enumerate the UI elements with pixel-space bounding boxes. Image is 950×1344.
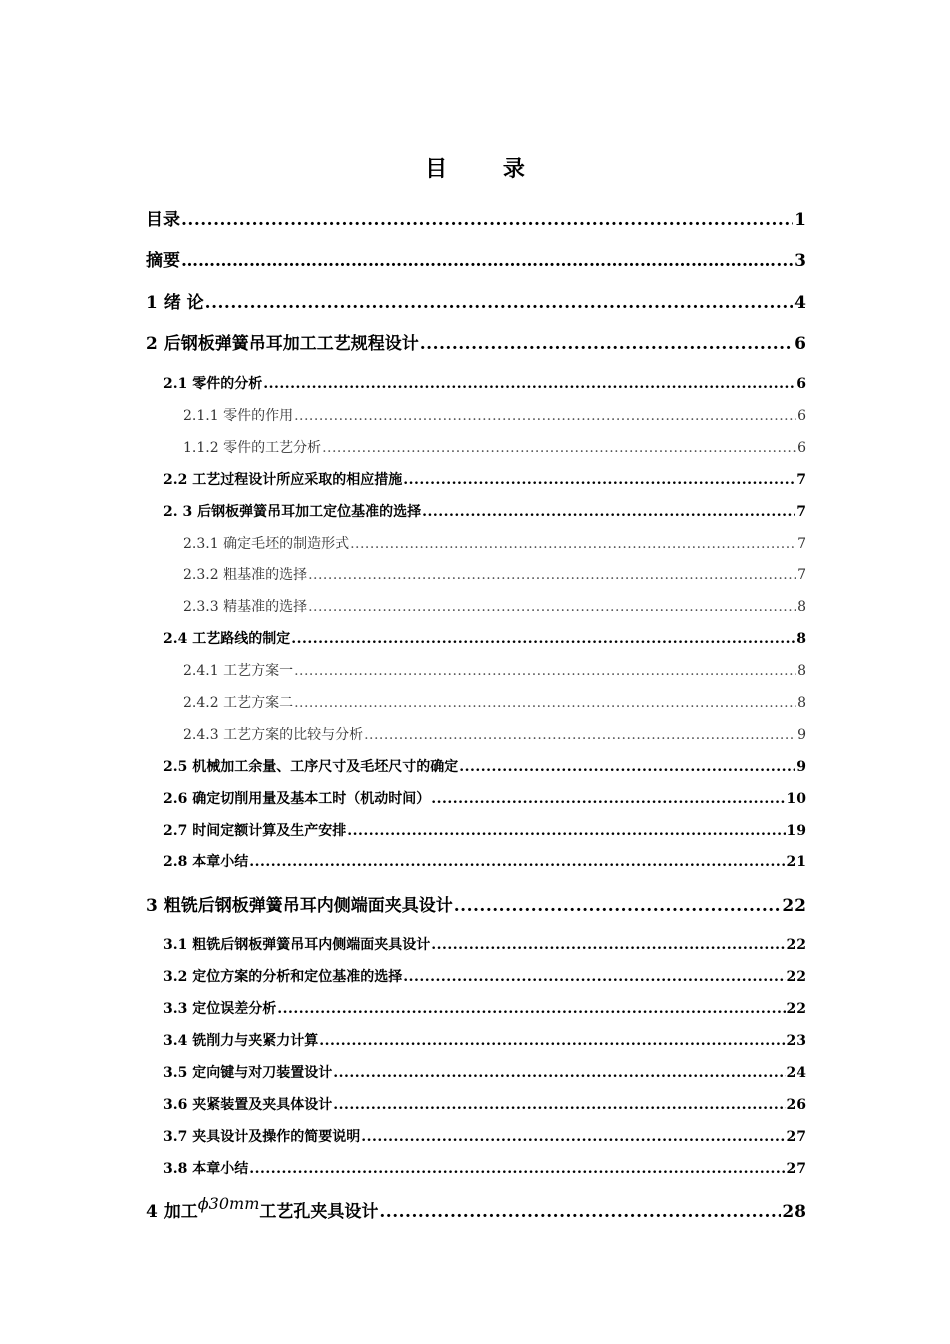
toc-entry[interactable]: [163, 1030, 806, 1050]
toc-entry-label: 2.3.2 粗基准的选择: [183, 567, 308, 583]
toc-page-number: 8: [796, 631, 806, 647]
toc-entry[interactable]: [163, 1126, 806, 1146]
toc-page-number: 21: [786, 854, 806, 870]
toc-entry-label: 3 粗铣后钢板弹簧吊耳内侧端面夹具设计: [146, 896, 453, 916]
toc-entry[interactable]: [163, 788, 806, 808]
toc-page-number: 7: [796, 472, 806, 488]
toc-entry-label: 摘要: [146, 251, 180, 271]
toc-page-number: 6: [796, 376, 806, 392]
dot-leader: [364, 727, 796, 743]
toc-entry-label: [146, 1194, 379, 1222]
toc-page-number: 7: [796, 504, 806, 520]
toc-entry-label: 2 后钢板弹簧吊耳加工工艺规程设计: [146, 334, 419, 354]
toc-entry-label: 2.7 时间定额计算及生产安排: [163, 823, 347, 839]
toc-entry[interactable]: [183, 564, 806, 584]
toc-entry[interactable]: [163, 934, 806, 954]
toc-entry[interactable]: [183, 533, 806, 553]
toc-entry[interactable]: [163, 1158, 806, 1178]
toc-entry-label: 2.6 确定切削用量及基本工时（机动时间）: [163, 791, 431, 807]
dot-leader: [249, 854, 785, 870]
toc-page-number: 8: [797, 695, 806, 711]
toc-page-number: 24: [786, 1065, 806, 1081]
toc-page-number: 26: [786, 1097, 806, 1113]
dot-leader: [291, 631, 795, 647]
toc-entry-label: 目录: [146, 210, 180, 230]
toc-entry-label: 2.3.1 确定毛坯的制造形式: [183, 536, 350, 552]
toc-entry[interactable]: [146, 288, 806, 313]
toc-page-number: 6: [797, 440, 806, 456]
dot-leader: [403, 969, 785, 985]
phi-30mm-formula: ϕ30mm: [197, 1194, 260, 1213]
toc-entry[interactable]: [163, 469, 806, 489]
toc-entry[interactable]: [183, 724, 806, 744]
toc-entry-label: 2.2 工艺过程设计所应采取的相应措施: [163, 472, 403, 488]
toc-page-number: 9: [797, 727, 806, 743]
toc-entry-label: 3.8 本章小结: [163, 1161, 249, 1177]
toc-page-number: 10: [786, 791, 806, 807]
toc-entry-label-suffix: 工艺孔夹具设计: [259, 1202, 379, 1222]
dot-leader: [333, 1097, 785, 1113]
dot-leader: [294, 695, 796, 711]
toc-page-number: 8: [797, 663, 806, 679]
toc-page-number: 27: [786, 1129, 806, 1145]
toc-entry[interactable]: [163, 998, 806, 1018]
dot-leader: [205, 293, 793, 313]
toc-entry-label: 2.1.1 零件的作用: [183, 408, 294, 424]
toc-entry[interactable]: [163, 1094, 806, 1114]
toc-page-number: 8: [797, 599, 806, 615]
toc-entry-label: 2.4.3 工艺方案的比较与分析: [183, 727, 364, 743]
toc-entry[interactable]: [163, 628, 806, 648]
toc-entry[interactable]: [163, 851, 806, 871]
toc-page-number: 7: [797, 536, 806, 552]
dot-leader: [277, 1001, 785, 1017]
toc-entry-label: 2.1 零件的分析: [163, 376, 263, 392]
toc-entry-label: 2.3.3 精基准的选择: [183, 599, 308, 615]
dot-leader: [294, 408, 796, 424]
toc-entry[interactable]: [183, 437, 806, 457]
dot-leader: [379, 1202, 781, 1222]
dot-leader: [263, 376, 795, 392]
toc-entry-label: 2.4 工艺路线的制定: [163, 631, 291, 647]
toc-entry[interactable]: [163, 501, 806, 521]
dot-leader: [431, 937, 785, 953]
toc-entry[interactable]: [146, 891, 806, 916]
toc-entry[interactable]: [183, 660, 806, 680]
dot-leader: [431, 791, 785, 807]
dot-leader: [347, 823, 785, 839]
toc-entry[interactable]: [183, 692, 806, 712]
toc-entry-label: 2.4.2 工艺方案二: [183, 695, 294, 711]
toc-entry-label: 2.5 机械加工余量、工序尺寸及毛坯尺寸的确定: [163, 759, 459, 775]
dot-leader: [319, 1033, 785, 1049]
toc-entry-label: 1.1.2 零件的工艺分析: [183, 440, 322, 456]
toc-entry[interactable]: [183, 596, 806, 616]
dot-leader: [422, 504, 795, 520]
toc-entry[interactable]: [146, 329, 806, 354]
toc-page-number: 1: [794, 210, 806, 230]
toc-entry-label: 3.7 夹具设计及操作的简要说明: [163, 1129, 361, 1145]
toc-entry-label: 3.4 铣削力与夹紧力计算: [163, 1033, 319, 1049]
dot-leader: [333, 1065, 785, 1081]
toc-entry[interactable]: [163, 373, 806, 393]
dot-leader: [403, 472, 795, 488]
toc-entry[interactable]: [146, 246, 806, 271]
toc-entry-label: 3.2 定位方案的分析和定位基准的选择: [163, 969, 403, 985]
toc-entry[interactable]: [163, 966, 806, 986]
dot-leader: [181, 210, 793, 230]
toc-entry[interactable]: [183, 405, 806, 425]
dot-leader: [420, 334, 793, 354]
dot-leader: [249, 1161, 785, 1177]
dot-leader: [361, 1129, 785, 1145]
dot-leader: [454, 896, 782, 916]
toc-page-number: 23: [786, 1033, 806, 1049]
toc-entry[interactable]: [163, 1062, 806, 1082]
toc-page-number: 9: [796, 759, 806, 775]
dot-leader: [350, 536, 796, 552]
toc-entry-label: 3.1 粗铣后钢板弹簧吊耳内侧端面夹具设计: [163, 937, 431, 953]
toc-entry-label: 2. 3 后钢板弹簧吊耳加工定位基准的选择: [163, 504, 422, 520]
dot-leader: [308, 599, 796, 615]
toc-entry[interactable]: [146, 1194, 806, 1222]
dot-leader: [181, 251, 775, 271]
toc-page-number: 19: [786, 823, 806, 839]
toc-entry[interactable]: [146, 205, 806, 230]
dot-leader: [294, 663, 796, 679]
toc-entry-label: 3.3 定位误差分析: [163, 1001, 277, 1017]
toc-page-number: 28: [782, 1202, 806, 1222]
toc-entry-label: 3.5 定向键与对刀装置设计: [163, 1065, 333, 1081]
toc-page-number: 6: [794, 334, 806, 354]
toc-entry-label: 2.4.1 工艺方案一: [183, 663, 294, 679]
toc-page-number: 22: [786, 969, 806, 985]
toc-page-number: 22: [786, 1001, 806, 1017]
toc-page-number: 22: [782, 896, 806, 916]
toc-page-number: 4: [794, 293, 806, 313]
toc-page-number: 6: [797, 408, 806, 424]
toc-title: 目 录: [425, 156, 549, 182]
dot-leader: [308, 567, 796, 583]
toc-entry[interactable]: [163, 756, 806, 776]
dot-leader: [322, 440, 796, 456]
toc-page-number: 27: [786, 1161, 806, 1177]
toc-page-number: 22: [786, 937, 806, 953]
toc-page-number: 7: [797, 567, 806, 583]
toc-entry-label: 3.6 夹紧装置及夹具体设计: [163, 1097, 333, 1113]
toc-page-number: ...3: [776, 251, 806, 271]
toc-entry-label-prefix: 4 加工: [146, 1202, 198, 1222]
toc-entry[interactable]: [163, 820, 806, 840]
dot-leader: [459, 759, 795, 775]
toc-entry-label: 1 绪 论: [146, 293, 204, 313]
toc-entry-label: 2.8 本章小结: [163, 854, 249, 870]
